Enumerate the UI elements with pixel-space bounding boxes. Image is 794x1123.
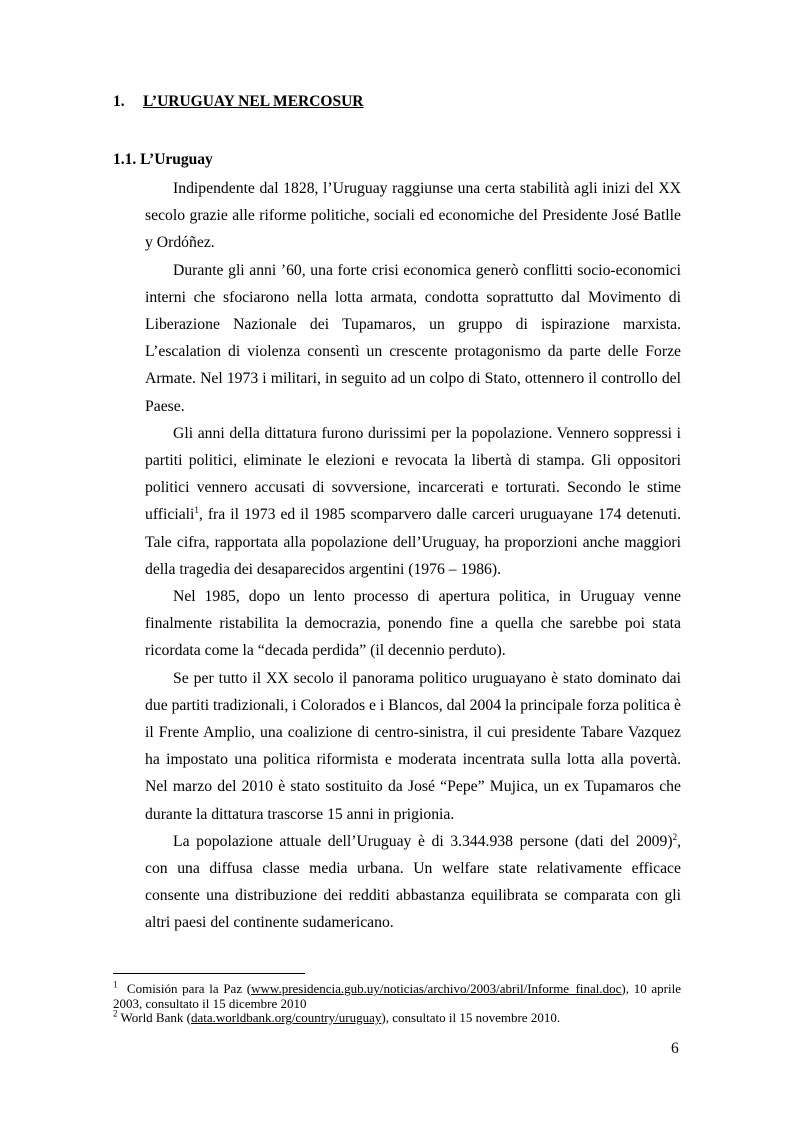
footnote-link[interactable]: data.worldbank.org/country/uruguay: [190, 1010, 382, 1025]
footnote-text: World Bank (: [120, 1010, 191, 1025]
footnote-link[interactable]: www.presidencia.gub.uy/noticias/archivo/2003/abril/Informe_final.doc: [251, 981, 622, 996]
footnote: [113, 1008, 681, 1026]
paragraph: [145, 420, 681, 583]
chapter-heading: [113, 93, 363, 111]
footnote-text: Comisión para la Paz (: [126, 981, 252, 996]
footnote-reference[interactable]: 2: [672, 831, 678, 842]
footnote-mark: 2: [113, 1008, 118, 1019]
footnote-mark: 1: [113, 979, 118, 990]
footnote-reference[interactable]: 1: [194, 505, 199, 516]
paragraph: [145, 828, 681, 937]
page-number: 6: [671, 1040, 679, 1057]
section-heading: 1.1. L’Uruguay: [113, 151, 213, 168]
paragraph-text: Gli anni della dittatura furono durissimi per la popolazione. Vennero soppressi i partiti politici, eliminate le elezioni e revocata la libertà di stampa. Gli oppositori politici vennero accusati di sovversione, incarcerati e torturati. Secondo le stime ufficiali: [145, 424, 681, 524]
footnote-text: ), 10 aprile 2003, consultato il 15 dicembre 2010: [113, 981, 681, 1011]
paragraph: Indipendente dal 1828, l’Uruguay raggiunse una certa stabilità agli inizi del XX secolo grazie alle riforme politiche, sociali ed economiche del Presidente José Batlle y Ordóñez.: [145, 180, 681, 252]
paragraph-text: La popolazione attuale dell’Uruguay è di 3.344.938 persone (dati del 2009): [173, 832, 673, 850]
body-text: [145, 175, 681, 937]
chapter-number: 1.: [113, 93, 125, 110]
paragraph: Se per tutto il XX secolo il panorama politico uruguayano è stato dominato dai due partiti tradizionali, i Colorados e i Blancos, dal 2004 la principale forza politica è il Frente Amplio, una coalizione di centro-sinistra, il cui presidente Tabare Vazquez ha impostato una politica riformista e moderata incentrata sulla lotta alla povertà. Nel marzo del 2010 è stato sostituito da José “Pepe” Mujica, un ex Tupamaros che durante la dittatura trascorse 15 anni in prigionia.: [145, 669, 681, 823]
paragraph: Durante gli anni ’60, una forte crisi economica generò conflitti socio-economici interni che sfociarono nella lotta armata, condotta soprattutto dal Movimento di Liberazione Nazionale dei Tupamaros, un gruppo di ispirazione marxista. L’escalation di violenza consentì un crescente protagonismo da parte delle Forze Armate. Nel 1973 i militari, in seguito ad un colpo di Stato, ottennero il controllo del Paese.: [145, 261, 681, 415]
footnote-text: ), consultato il 15 novembre 2010.: [381, 1010, 561, 1025]
paragraph-text: , fra il 1973 ed il 1985 scomparvero dalle carceri uruguayane 174 detenuti. Tale cifra, rapportata alla popolazione dell’Uruguay, ha proporzioni anche maggiori della tragedia dei desaparecidos argentini (1976 – 1986).: [145, 506, 681, 578]
footnote: [113, 979, 681, 1011]
footnote-divider: [113, 973, 305, 974]
paragraph-text: , con una diffusa classe media urbana. Un welfare state relativamente efficace consente una distribuzione dei redditi abbastanza equilibrata se comparata con gli altri paesi del continente sudamericano.: [145, 832, 681, 932]
paragraph: Nel 1985, dopo un lento processo di apertura politica, in Uruguay venne finalmente ristabilita la democrazia, ponendo fine a quella che sarebbe poi stata ricordata come la “decada perdida” (il decennio perduto).: [145, 588, 681, 660]
chapter-title: L’URUGUAY NEL MERCOSUR: [143, 93, 364, 110]
footnotes: [113, 979, 681, 1026]
